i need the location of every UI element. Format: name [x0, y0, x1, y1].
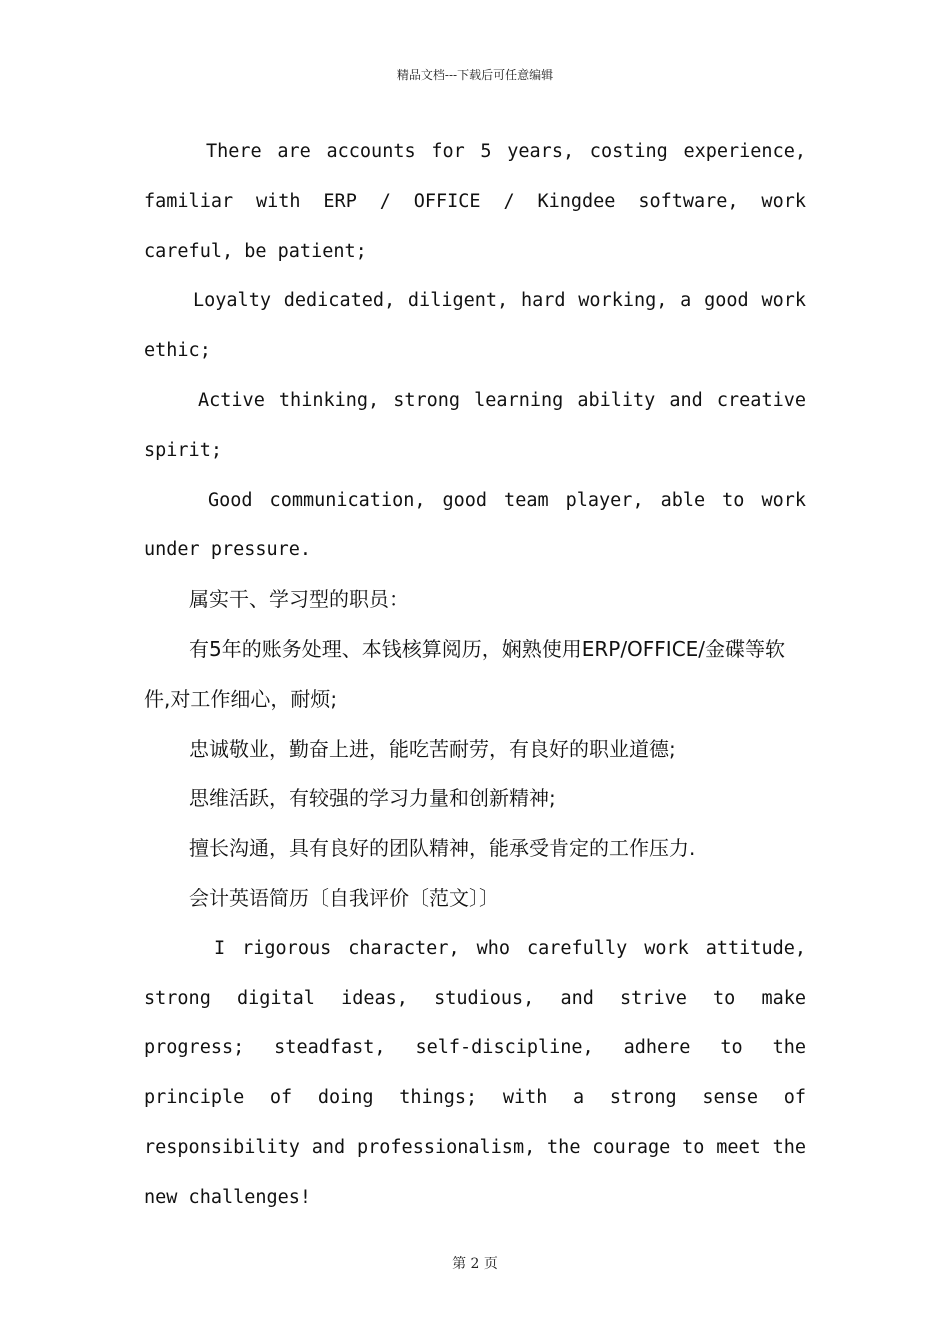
document-body	[144, 127, 806, 1223]
paragraph-active-thinking-zh: 思维活跃，有较强的学习力量和创新精神;	[189, 786, 556, 811]
page-number: 第 2 页	[452, 1256, 498, 1272]
paragraph-practical-learner: 属实干、学习型的职员：	[189, 587, 409, 612]
paragraph-self-evaluation: I rigorous character, who carefully work attitude, strong digital ideas, studious, and strive to make progress; steadfast, self-discipline, adhere to the principle of doing things; with a strong sense of responsibility and professionalism, the courage to meet the new challenges!	[144, 937, 806, 1208]
section-heading: 会计英语简历〔自我评价〔范文〕〕	[189, 885, 499, 910]
paragraph-accounting-experience-zh: 有5年的账务处理、本钱核算阅历，娴熟使用ERP/OFFICE/金碟等软件,对工作细心，耐烦;	[144, 636, 786, 711]
page-header: 精品文档---下载后可任意编辑	[396, 68, 554, 82]
paragraph-loyalty: Loyalty dedicated, diligent, hard working, a good work ethic;	[144, 290, 806, 362]
paragraph-good-communication: Good communication, good team player, able to work under pressure.	[144, 489, 806, 561]
paragraph-loyal-zh: 忠诚敬业，勤奋上进，能吃苦耐劳，有良好的职业道德;	[189, 736, 676, 761]
paragraph-communication-zh: 擅长沟通，具有良好的团队精神，能承受肯定的工作压力.	[189, 836, 696, 861]
paragraph-accounts-experience: There are accounts for 5 years, costing experience, familiar with ERP / OFFICE / Kingdee software, work careful, be patient;	[144, 141, 806, 262]
paragraph-active-thinking: Active thinking, strong learning ability and creative spirit;	[144, 389, 806, 461]
